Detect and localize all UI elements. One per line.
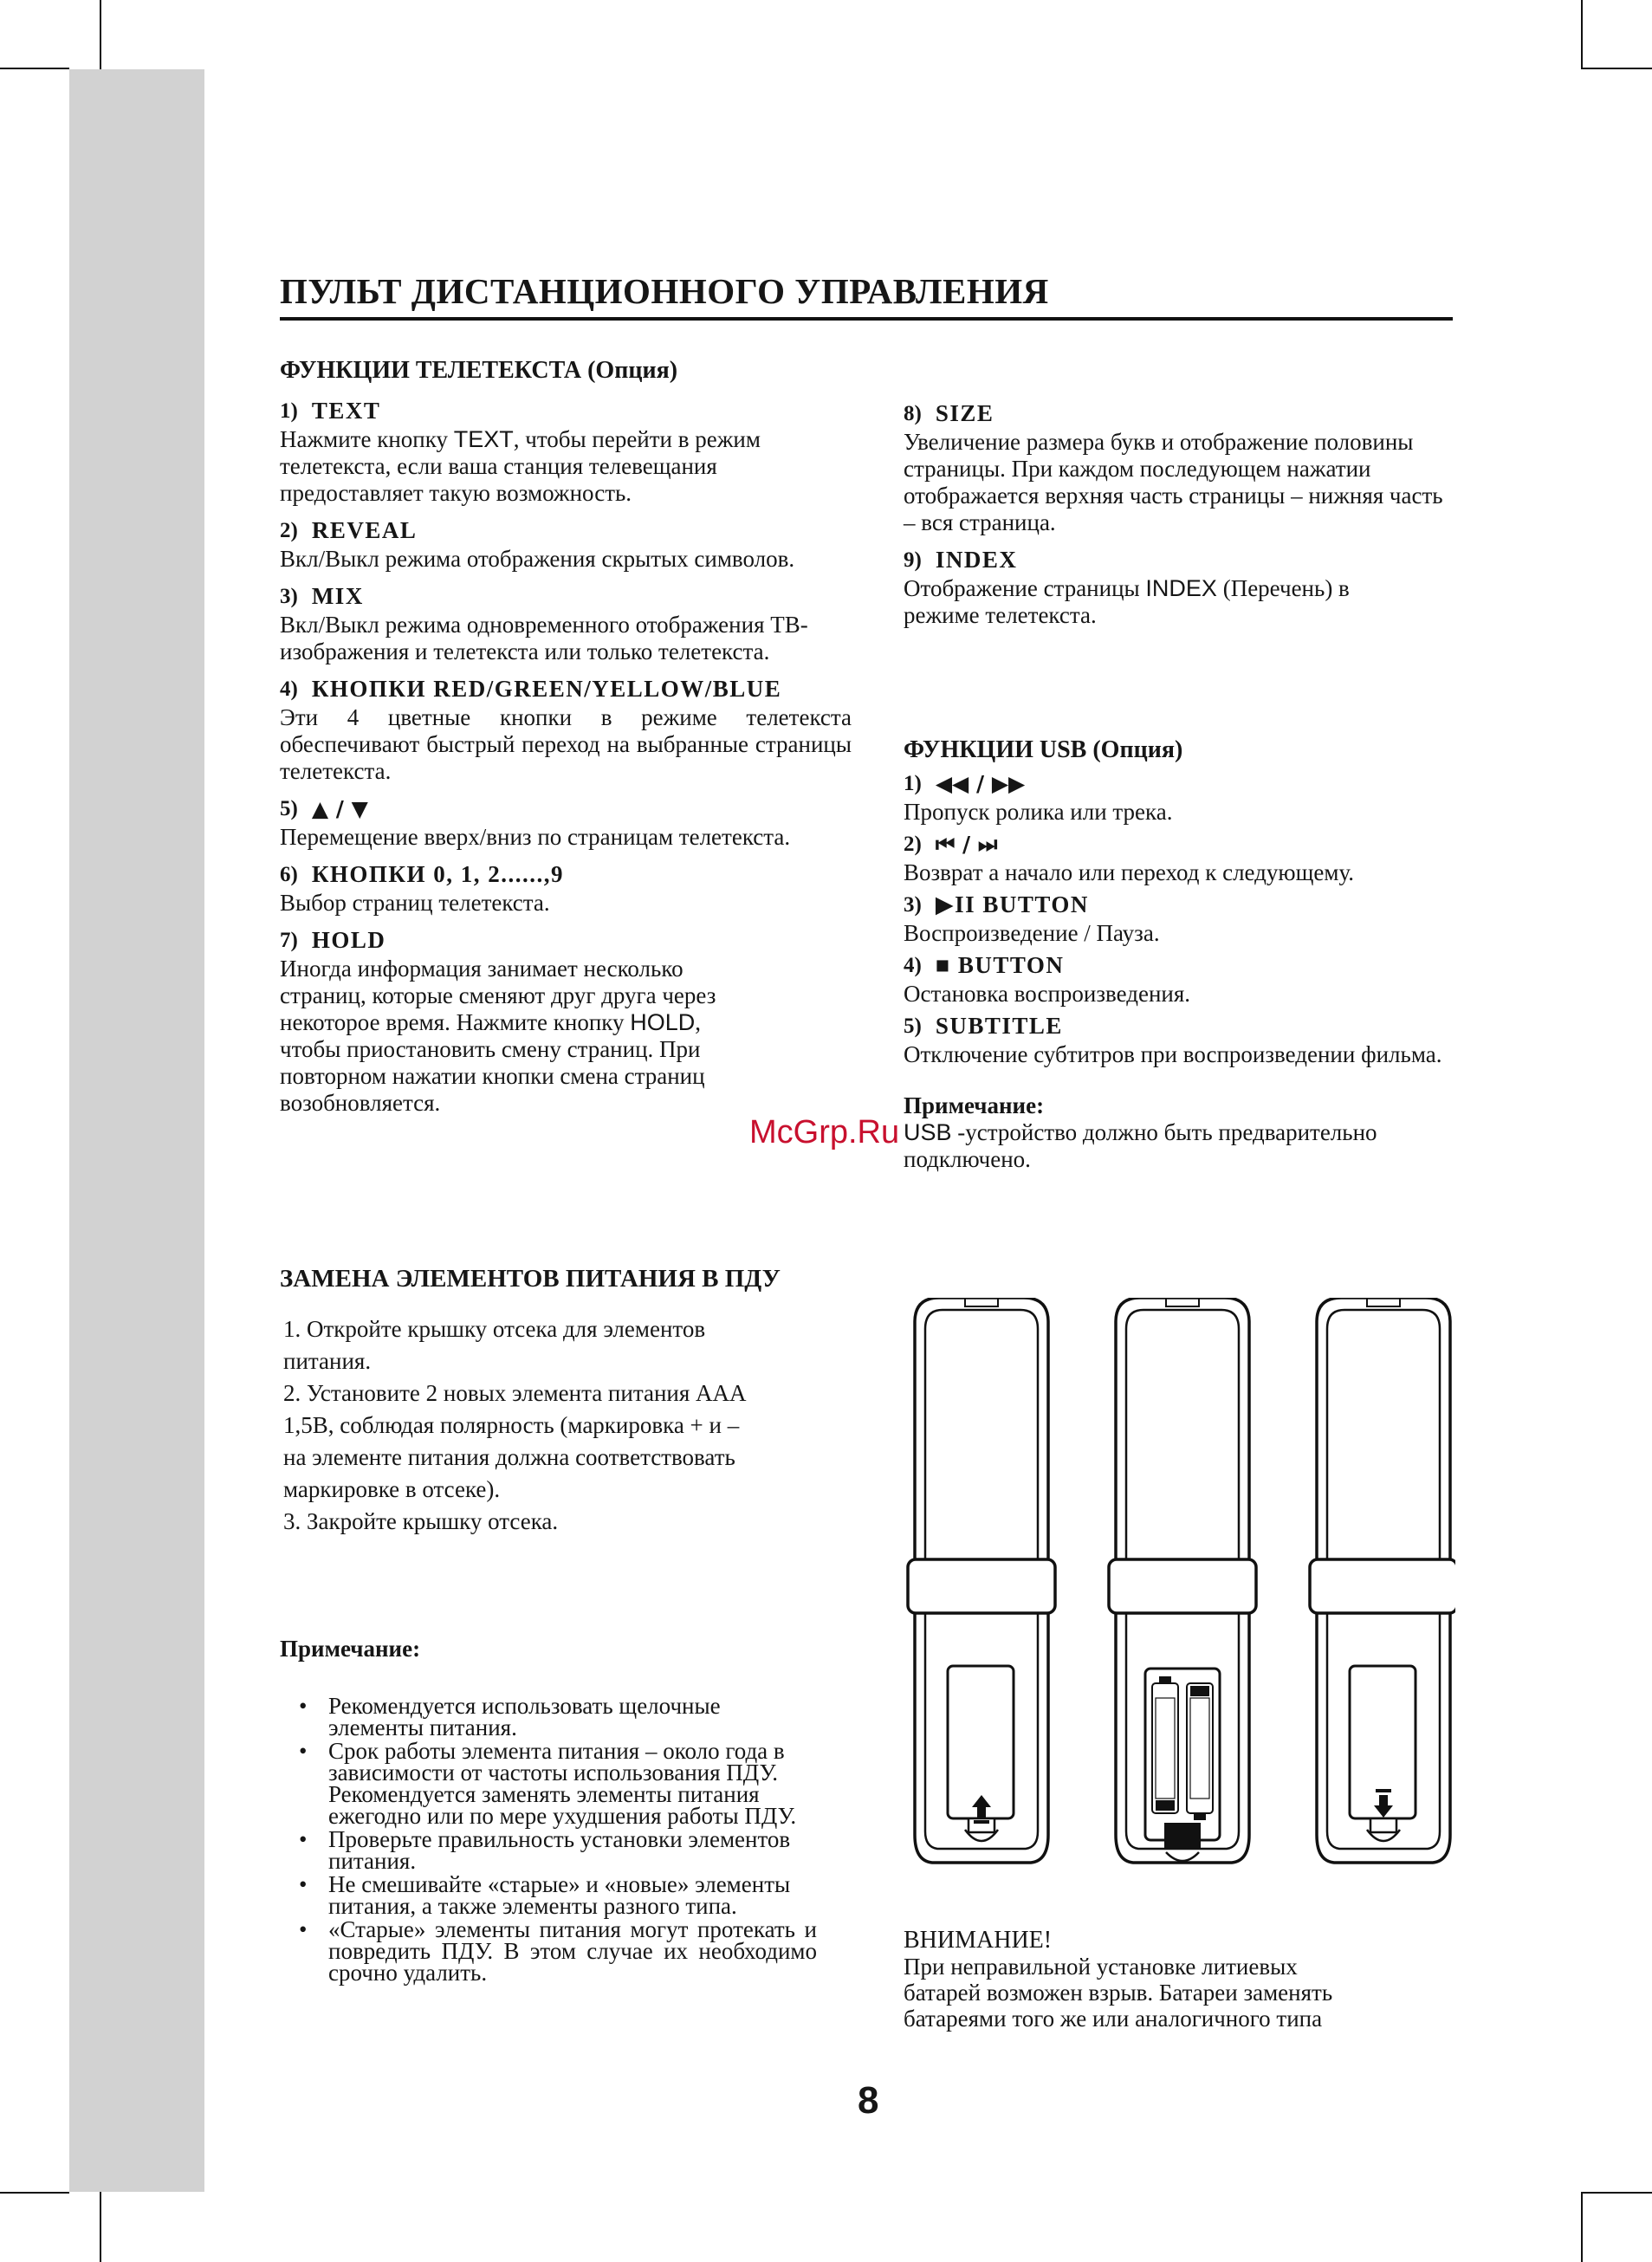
warning-heading: ВНИМАНИЕ! [904,1927,1053,1954]
item-body: Нажмите кнопку [280,426,454,452]
item-body: Эти 4 цветные кнопки в режиме телетекста обеспечивают быстрый переход на выбранные страницы телетекста. [280,704,852,784]
item-body: Вкл/Выкл режима одновременного отображения ТВ-изображения и телетекста или только телетекста. [280,612,808,664]
teletext-item-size [904,400,1458,536]
item-body: Увеличение размера букв и отображение половины страницы. При каждом последующем нажатии отображается верхняя часть страницы – нижняя часть – вся страница. [904,429,1443,535]
teletext-item-text [280,398,852,507]
item-number: 9) [904,548,922,572]
item-number: 4) [904,954,922,977]
teletext-heading: ФУНКЦИИ ТЕЛЕТЕКСТА (Опция) [280,357,678,384]
item-number: 6) [280,863,298,886]
item-title: SIZE [935,400,994,426]
warning-block [904,1928,1441,2032]
step-line: маркировке в отсеке). [283,1476,501,1502]
usb-note [904,1092,1458,1173]
title-rule [280,317,1453,321]
item-title: КНОПКИ RED/GREEN/YELLOW/BLUE [311,676,782,702]
teletext-section-continued [904,400,1458,639]
item-body: (Перечень) в режиме телетекста. [904,575,1350,628]
notes-heading: Примечание: [280,1636,421,1662]
item-title: REVEAL [311,517,418,543]
remote-battery-illustration [901,1298,1455,1913]
rewind-forward-icon: ◀◀ / ▶▶ [935,771,1026,796]
teletext-item-index [904,547,1458,629]
step-line: 3. Закройте крышку отсека. [283,1508,559,1534]
battery-heading: ЗАМЕНА ЭЛЕМЕНТОВ ПИТАНИЯ В ПДУ [280,1265,781,1293]
step-line: 2. Установите 2 новых элемента питания ААА [283,1380,747,1406]
warning-line: батареями того же или аналогичного типа [904,2006,1323,2032]
usb-section [904,736,1458,1173]
up-down-arrows-icon: ▲ / ▼ [311,796,368,821]
item-title: SUBTITLE [935,1013,1063,1039]
item-title: TEXT [311,398,381,424]
previous-next-icon: ⏮ / ⏭ [935,832,998,857]
item-number: 7) [280,929,298,952]
item-number: 5) [904,1014,922,1038]
item-number: 1) [904,772,922,795]
aaa-battery-icon [1187,1683,1213,1820]
item-number: 1) [280,399,298,423]
remote-cover-open [908,1298,1055,1863]
warning-line: батарей возможен взрыв. Батареи заменять [904,1980,1333,2006]
item-body: Отображение страницы [904,575,1146,601]
usb-item-skip [904,831,1458,886]
item-body: Выбор страниц телетекста. [280,890,550,916]
key-name: USB [904,1119,952,1145]
item-title: INDEX [935,547,1018,573]
key-name: HOLD [630,1009,696,1035]
note-item: • Срок работы элемента питания – около года в зависимости от частоты использования ПДУ. Рекомендуется заменять элементы питания ежегодно или по мере ухудшения работы ПДУ. [280,1740,817,1827]
aaa-battery-icon [1152,1676,1178,1813]
step-line: 1. Откройте крышку отсека для элементов [283,1316,706,1342]
battery-steps [283,1313,846,1538]
margin-gray-band [69,69,204,2192]
teletext-item-up-down [280,795,852,851]
item-body: Остановка воспроизведения. [904,981,1191,1007]
teletext-item-mix [280,583,852,665]
teletext-section [280,357,852,1127]
note-item: • Проверьте правильность установки элементов питания. [280,1829,817,1872]
item-number: 5) [280,797,298,820]
item-body: Вкл/Выкл режима отображения скрытых символов. [280,546,795,572]
watermark: McGrp.Ru [749,1114,900,1150]
item-number: 2) [280,519,298,542]
item-number: 3) [280,585,298,608]
page-number: 8 [858,2079,879,2122]
item-body: Отключение субтитров при воспроизведении фильма. [904,1041,1442,1067]
stop-icon: ■ BUTTON [935,952,1065,978]
item-body: , чтобы перейти в режим телетекста, если ваша станция телевещания предоставляет такую возможность. [280,426,761,506]
item-body: Возврат а начало или переход к следующему. [904,859,1355,885]
item-number: 3) [904,893,922,917]
warning-line: При неправильной установке литиевых [904,1954,1298,1980]
item-number: 2) [904,833,922,856]
step-line: питания. [283,1348,372,1374]
step-line: 1,5В, соблюдая полярность (маркировка + и – [283,1412,740,1438]
play-pause-icon: ▶II BUTTON [935,891,1089,917]
item-body: Пропуск ролика или трека. [904,799,1173,825]
usb-note-text: -устройство должно быть предварительно подключено. [904,1119,1377,1172]
usb-item-subtitle [904,1013,1458,1068]
item-number: 8) [904,402,922,425]
item-body: Воспроизведение / Пауза. [904,920,1160,946]
usb-item-rewind [904,770,1458,826]
note-item: • Рекомендуется использовать щелочные элементы питания. [280,1695,817,1739]
note-item: • Не смешивайте «старые» и «новые» элементы питания, а также элементы разного типа. [280,1874,817,1917]
teletext-item-reveal [280,517,852,573]
item-title: КНОПКИ 0, 1, 2......,9 [311,861,564,887]
teletext-item-digits [280,861,852,917]
item-body: Иногда информация занимает несколько страниц, которые сменяют друг друга через некоторое время. Нажмите кнопку [280,956,716,1035]
item-title: MIX [311,583,364,609]
battery-notes [280,1636,817,1986]
usb-heading: ФУНКЦИИ USB (Опция) [904,736,1183,763]
teletext-item-color-buttons [280,676,852,785]
usb-item-play-pause [904,891,1458,947]
item-body: Перемещение вверх/вниз по страницам телетекста. [280,824,791,850]
item-title: HOLD [311,927,386,953]
remote-cover-closed [1310,1298,1455,1863]
page-title: ПУЛЬТ ДИСТАНЦИОННОГО УПРАВЛЕНИЯ [280,271,1049,311]
usb-item-stop [904,952,1458,1008]
key-name: TEXT [453,426,514,452]
note-item: • «Старые» элементы питания могут протекать и повредить ПДУ. В этом случае их необходимо срочно удалить. [280,1919,817,1984]
teletext-item-hold [280,927,852,1117]
item-number: 4) [280,677,298,701]
usb-note-heading: Примечание: [904,1092,1045,1118]
item-body: , чтобы приостановить смену страниц. При повторном нажатии кнопки смена страниц возобновляется. [280,1009,705,1116]
step-line: на элементе питания должна соответствовать [283,1444,735,1470]
remote-batteries-inserted [1109,1298,1256,1863]
key-name: INDEX [1145,575,1217,601]
